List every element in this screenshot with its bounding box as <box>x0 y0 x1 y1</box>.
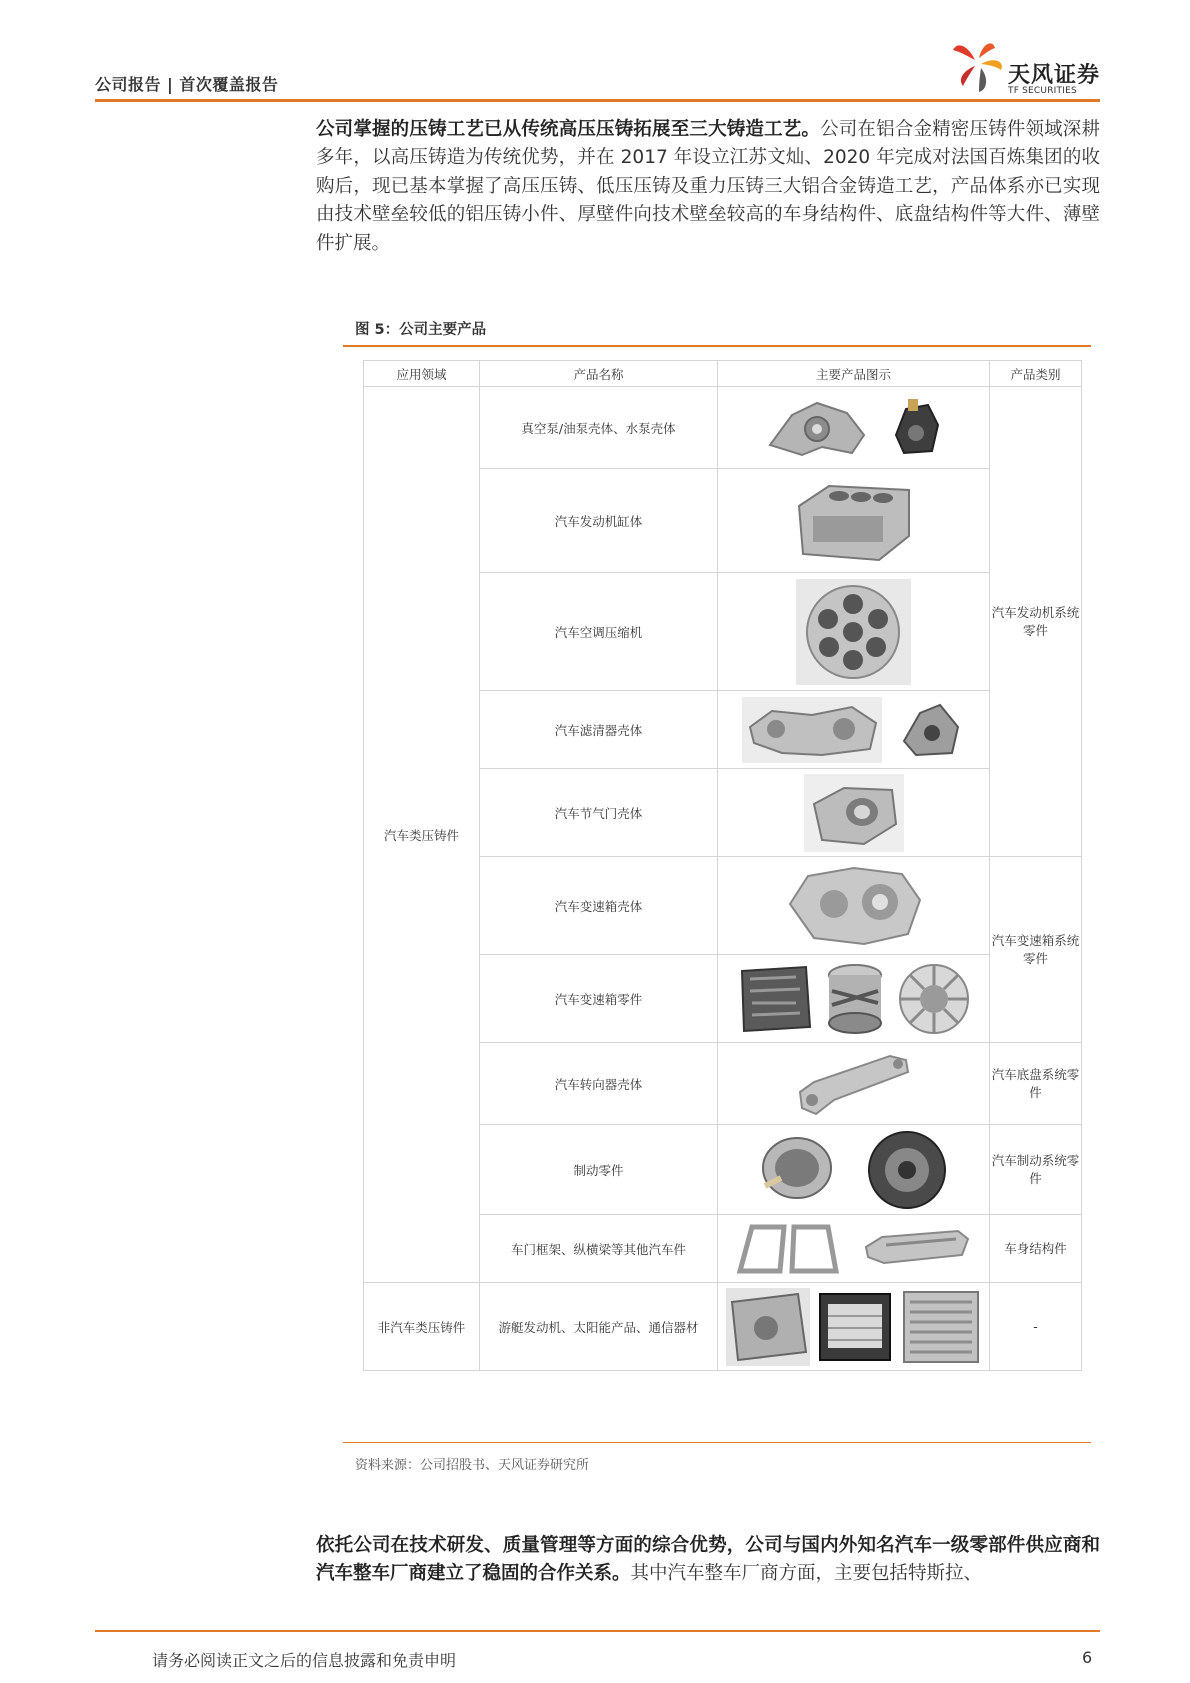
logo-subtitle: TF SECURITIES <box>1008 86 1077 96</box>
marine-engine-part-image <box>726 1288 810 1366</box>
valve-body-image <box>736 961 814 1037</box>
brake-disc-image <box>755 1130 835 1210</box>
table-header-row <box>364 361 1082 387</box>
product-name: 游艇发动机、太阳能产品、通信器材 <box>480 1283 718 1371</box>
product-images <box>718 857 990 955</box>
steering-housing-image <box>794 1048 914 1120</box>
category-chassis: 汽车底盘系统零件 <box>990 1043 1082 1125</box>
product-images <box>718 1215 990 1283</box>
intro-paragraph-lead: 公司掌握的压铸工艺已从传统高压压铸拓展至三大铸造工艺。 <box>316 119 821 140</box>
filter-housing-image <box>742 697 882 763</box>
product-images <box>718 1043 990 1125</box>
product-images <box>718 1125 990 1215</box>
header-separator: | <box>167 75 174 94</box>
product-name: 汽车变速箱壳体 <box>480 857 718 955</box>
header-rule <box>95 99 1100 102</box>
pump-housing-image <box>762 395 872 461</box>
category-engine: 汽车发动机系统零件 <box>990 387 1082 857</box>
disclaimer-note: 请务必阅读正文之后的信息披露和免责申明 <box>152 1651 457 1670</box>
product-name: 汽车转向器壳体 <box>480 1043 718 1125</box>
category-brake: 汽车制动系统零件 <box>990 1125 1082 1215</box>
product-name: 汽车空调压缩机 <box>480 573 718 691</box>
product-name: 汽车发动机缸体 <box>480 469 718 573</box>
product-images <box>718 469 990 573</box>
product-name: 汽车节气门壳体 <box>480 769 718 857</box>
figure-title: 图 5：公司主要产品 <box>355 322 487 338</box>
gearbox-housing-image <box>784 864 924 948</box>
longitudinal-beam-image <box>862 1221 972 1277</box>
water-pump-image <box>886 395 946 461</box>
figure-bottom-rule <box>343 1442 1091 1443</box>
product-images <box>718 769 990 857</box>
turbine-wheel-image <box>896 961 972 1037</box>
category-transmission: 汽车变速箱系统零件 <box>990 857 1082 1043</box>
partners-paragraph-body: 其中汽车整车厂商方面，主要包括特斯拉、 <box>630 1563 983 1585</box>
door-frame-image <box>736 1221 840 1277</box>
engine-block-image <box>789 476 919 566</box>
footer-rule <box>95 1630 1100 1632</box>
product-images <box>718 955 990 1043</box>
product-name: 汽车滤清器壳体 <box>480 691 718 769</box>
header-illustration: 主要产品图示 <box>718 361 990 387</box>
product-images <box>718 387 990 469</box>
throttle-body-image <box>804 774 904 852</box>
page-number: 6 <box>1082 1648 1093 1667</box>
product-name: 汽车变速箱零件 <box>480 955 718 1043</box>
telecom-housing-image <box>900 1288 982 1366</box>
brake-caliper-image <box>861 1130 953 1210</box>
solar-product-image <box>816 1288 894 1366</box>
filter-housing-small-image <box>896 697 966 763</box>
product-images <box>718 691 990 769</box>
domain-nonauto-cell: 非汽车类压铸件 <box>364 1283 480 1371</box>
partners-paragraph-lead: 依托公司在技术研发、质量管理等方面的综合优势，公司与国内外知名汽车一级零部件供应商和汽车整车厂商建立了稳固的合作关系。 <box>316 1535 1100 1585</box>
report-type: 公司报告 <box>95 75 162 94</box>
category-body: 车身结构件 <box>990 1215 1082 1283</box>
category-other: - <box>990 1283 1082 1371</box>
product-name: 真空泵/油泵壳体、水泵壳体 <box>480 387 718 469</box>
table-row <box>364 1283 1082 1371</box>
report-header <box>95 72 278 95</box>
partners-paragraph <box>316 1532 1100 1589</box>
domain-auto-cell: 汽车类压铸件 <box>364 387 480 1283</box>
product-images <box>718 1283 990 1371</box>
report-subtype: 首次覆盖报告 <box>179 75 279 94</box>
header-product: 产品名称 <box>480 361 718 387</box>
header-category: 产品类别 <box>990 361 1082 387</box>
figure-source: 资料来源：公司招股书、天风证券研究所 <box>355 1458 590 1473</box>
logo-text: 天风证券 <box>1008 63 1101 88</box>
intro-paragraph-body: 公司在铝合金精密压铸件领域深耕多年，以高压铸造为传统优势，并在 2017 年设立江苏文灿、2020 年完成对法国百炼集团的收购后，现已基本掌握了高压压铸、低压压铸及重力压铸三大铝合金铸造工艺，产品体系亦已实现由技术壁垒较低的铝压铸小件、厚壁件向技术壁垒较高的车身结构件、底盘结构件等大件、薄壁件扩展。 <box>316 119 1100 254</box>
ac-compressor-image <box>796 579 911 685</box>
drum-part-image <box>824 961 886 1037</box>
intro-paragraph <box>316 116 1100 258</box>
product-images <box>718 573 990 691</box>
product-table <box>363 360 1082 1371</box>
figure-top-rule <box>343 345 1091 347</box>
product-name: 制动零件 <box>480 1125 718 1215</box>
product-name: 车门框架、纵横梁等其他汽车件 <box>480 1215 718 1283</box>
table-row <box>364 387 1082 469</box>
header-domain: 应用领域 <box>364 361 480 387</box>
